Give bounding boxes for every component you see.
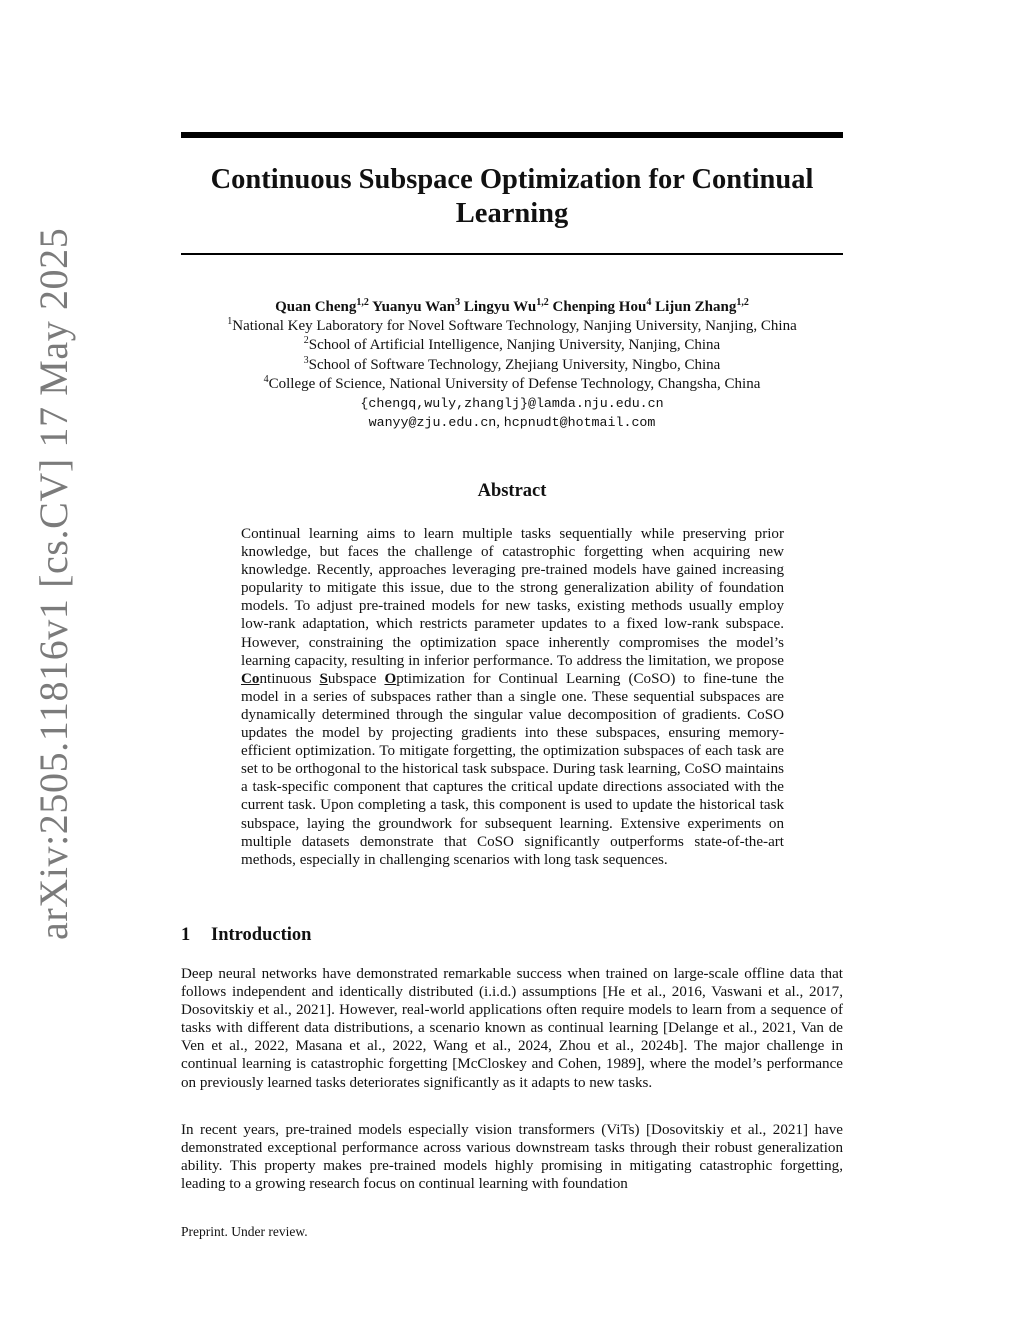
author-name: Lijun Zhang — [655, 299, 737, 315]
author-block — [150, 298, 874, 432]
email-address: hcpnudt@hotmail.com — [503, 415, 656, 431]
page-footer: Preprint. Under review. — [181, 1224, 308, 1239]
abstract-text — [241, 525, 784, 869]
affiliation — [150, 317, 874, 336]
title-bottom-rule — [181, 253, 843, 255]
abstract-text-part: ntinuous — [259, 670, 320, 687]
body-paragraph: Deep neural networks have demonstrated remarkable success when trained on large-scale offline data that follows independent and identically distributed (i.i.d.) assumptions [He et al., 2016, Vaswani et al., 2017, Dosovitskiy et al., 2021]. However, real-world applications often require models to learn from a sequence of tasks with different data distributions, a scenario known as continual learning [Delange et al., 2021, Van de Ven et al., 2022, Masana et al., 2022, Wang et al., 2024, Zhou et al., 2024b]. The major challenge in continual learning is catastrophic forgetting [McCloskey and Cohen, 1989], where the model’s performance on previously learned tasks deteriorates significantly as it adapts to new tasks. — [181, 966, 843, 1091]
affiliation-mark: 2 — [303, 335, 309, 347]
author-affil-mark: 1,2 — [536, 297, 549, 308]
affiliation — [150, 375, 874, 394]
abstract-text-part: Continual learning aims to learn multiple tasks sequentially while preserving prior knowledge, but faces the challenge of catastrophic forgetting when acquiring new knowledge. Recently, approaches leveraging pre-trained models have gained increasing popularity to mitigate this issue, due to the strong generalization ability of foundation models. To adjust pre-trained models for new tasks, existing methods usually employ low-rank adaptation, which restricts parameter updates to a fixed low-rank subspace. However, constraining the optimization space inherently compromises the model’s learning capacity, resulting in inferior performance. To address the limitation, we propose — [241, 526, 784, 669]
paper-title: Continuous Subspace Optimization for Continual Learning — [210, 164, 814, 229]
author-affil-mark: 3 — [455, 297, 461, 308]
abstract-heading: Abstract — [477, 481, 547, 501]
abstract-text-part: ptimization for Continual Learning (CoSO) to fine-tune the model in a series of subspaces rather than a single one. These sequential subspaces are dynamically determined through the singular value decomposition of gradients. CoSO updates the model by projecting gradients into these subspaces, ensuring memory-efficient optimization. To mitigate forgetting, the optimization subspaces of each task are set to be orthogonal to the historical task subspace. During task learning, CoSO maintains a task-specific component that captures the critical update directions associated with the current task. Upon completing a task, this component is used to update the historical task subspace, laying the groundwork for subsequent learning. Extensive experiments on multiple datasets demonstrate that CoSO significantly outperforms state-of-the-art methods, especially in challenging scenarios with long task sequences. — [241, 670, 784, 868]
email-separator: , — [496, 414, 504, 431]
affiliation — [150, 356, 874, 375]
affiliation — [150, 336, 874, 355]
arxiv-watermark: arXiv:2505.11816v1 [cs.CV] 17 May 2025 — [31, 227, 76, 940]
email-line — [150, 413, 874, 432]
author-affil-mark: 4 — [646, 297, 652, 308]
author-name: Chenping Hou — [552, 299, 647, 315]
affiliation-mark: 3 — [303, 354, 309, 366]
section-title: Introduction — [211, 925, 312, 945]
affiliation-text: National Key Laboratory for Novel Software Technology, Nanjing University, Nanjing, China — [232, 318, 797, 335]
affiliation-text: College of Science, National University of Defense Technology, Changsha, China — [268, 375, 761, 392]
affiliation-text: School of Software Technology, Zhejiang University, Ningbo, China — [308, 356, 721, 373]
section-heading — [181, 925, 311, 946]
affiliation-mark: 1 — [227, 316, 233, 328]
acronym-letter: Co — [241, 670, 260, 687]
author-name: Yuanyu Wan — [372, 299, 456, 315]
body-paragraph: In recent years, pre-trained models especially vision transformers (ViTs) [Dosovitskiy et al., 2021] have demonstrated exceptional performance across various downstream tasks through their robust generalization ability. This property makes pre-trained models highly promising in mitigating catastrophic forgetting, leading to a growing research focus on continual learning with foundation — [181, 1122, 843, 1193]
author-name: Quan Cheng — [275, 299, 357, 315]
affiliation-text: School of Artificial Intelligence, Nanjing University, Nanjing, China — [308, 337, 721, 354]
author-name: Lingyu Wu — [463, 299, 537, 315]
author-affil-mark: 1,2 — [736, 297, 749, 308]
acronym-letter: S — [319, 670, 328, 687]
affiliation-mark: 4 — [263, 373, 269, 385]
section-number: 1 — [181, 925, 191, 945]
author-list — [150, 298, 874, 317]
author-affil-mark: 1,2 — [356, 297, 369, 308]
title-top-rule — [181, 132, 843, 138]
abstract-text-part: ubspace — [327, 670, 385, 687]
acronym-letter: O — [384, 670, 397, 687]
email-address: wanyy@zju.edu.cn — [368, 415, 497, 431]
email-line: {chengq,wuly,zhanglj}@lamda.nju.edu.cn — [360, 396, 664, 412]
